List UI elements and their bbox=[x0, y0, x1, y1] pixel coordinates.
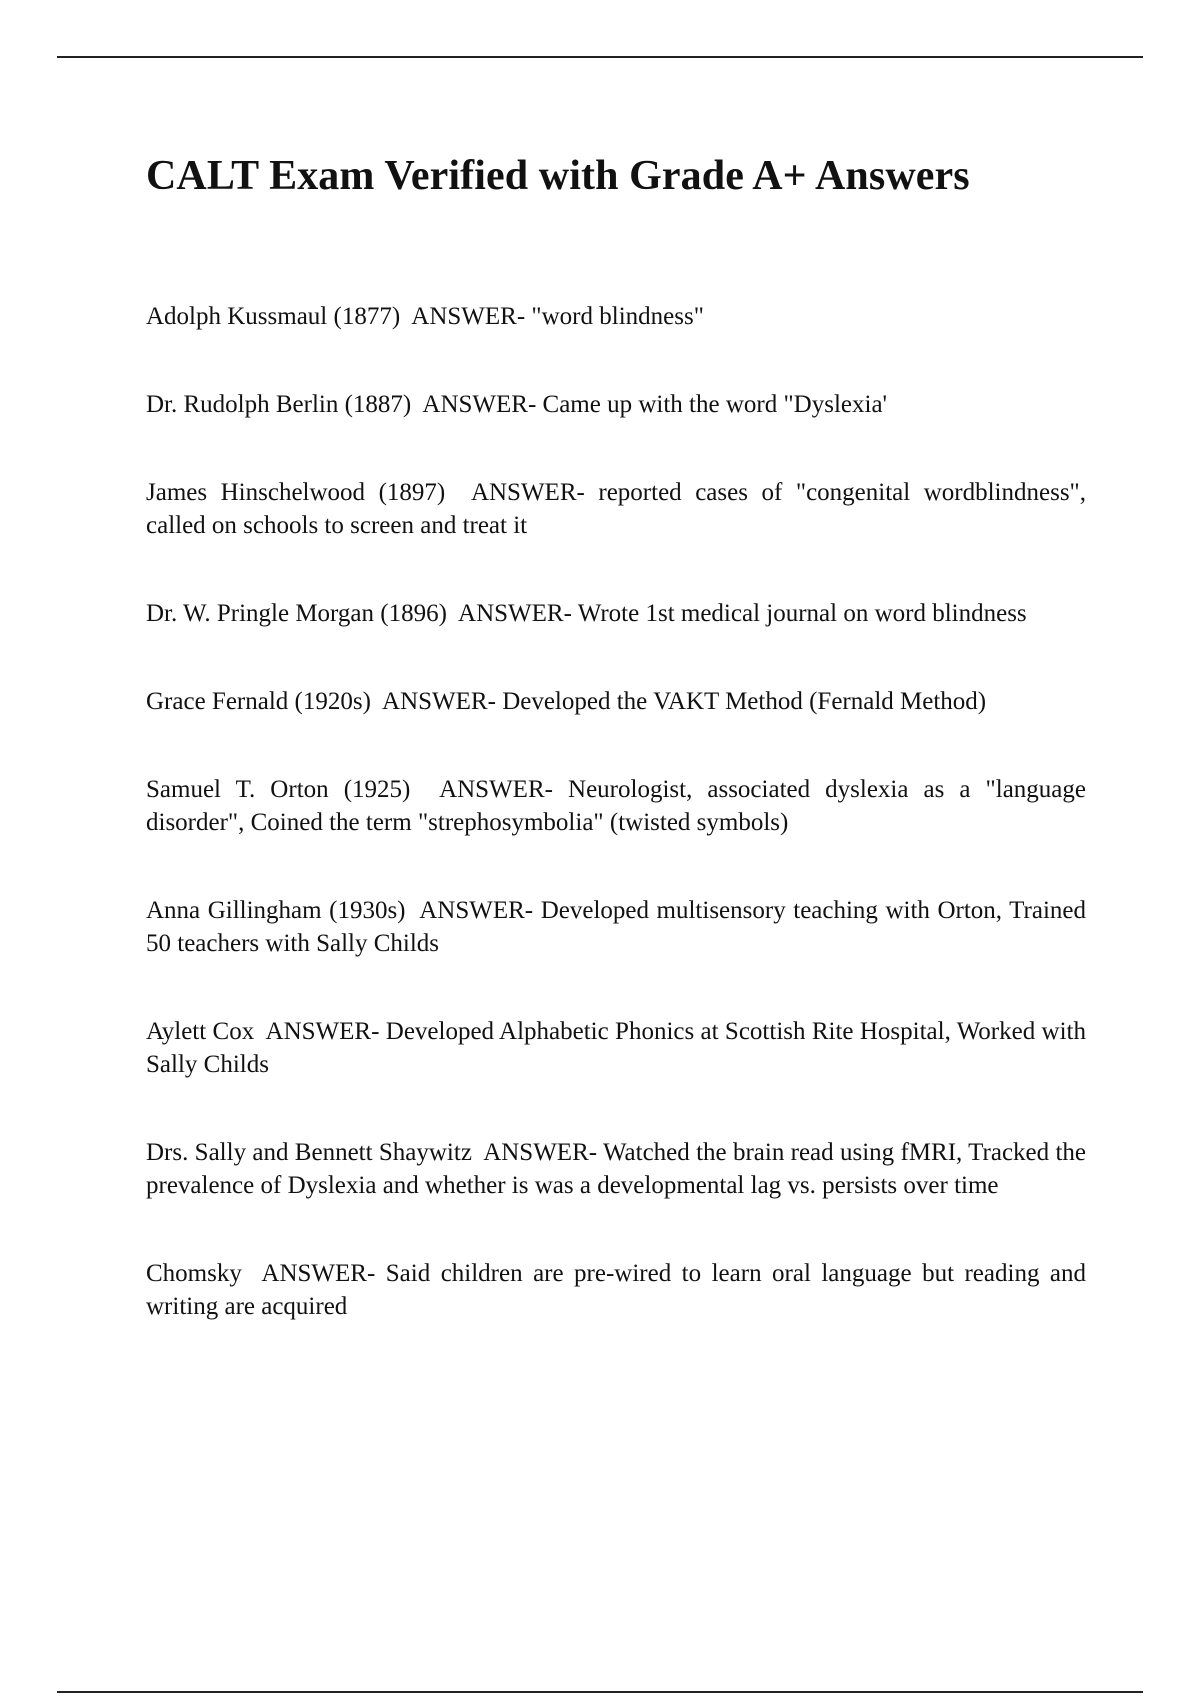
qa-question: Dr. W. Pringle Morgan (1896) bbox=[146, 599, 447, 627]
qa-answer: Developed Alphabetic Phonics at Scottish Rite Hospital, Worked with Sally Childs bbox=[146, 1017, 1087, 1078]
document-title: CALT Exam Verified with Grade A+ Answers bbox=[146, 153, 970, 199]
answer-label: ANSWER- bbox=[419, 896, 534, 924]
qa-item bbox=[146, 1257, 1086, 1323]
qa-question: Anna Gillingham (1930s) bbox=[146, 896, 406, 924]
qa-item bbox=[146, 300, 1086, 333]
answer-label: ANSWER- bbox=[261, 1259, 376, 1287]
answer-label: ANSWER- bbox=[470, 478, 585, 506]
document-body bbox=[146, 150, 1086, 1378]
qa-answer: Wrote 1st medical journal on word blindness bbox=[577, 599, 1027, 627]
qa-question: Adolph Kussmaul (1877) bbox=[146, 302, 401, 330]
qa-answer: Watched the brain read using fMRI, Tracked the prevalence of Dyslexia and whether is was a developmental lag vs. persists over time bbox=[146, 1138, 1086, 1199]
qa-question: Drs. Sally and Bennett Shaywitz bbox=[146, 1138, 472, 1166]
qa-question: Aylett Cox bbox=[146, 1017, 255, 1045]
answer-label: ANSWER- bbox=[458, 599, 572, 627]
answer-label: ANSWER- bbox=[439, 775, 553, 803]
qa-item bbox=[146, 476, 1086, 542]
qa-item bbox=[146, 597, 1086, 630]
top-rule bbox=[57, 56, 1143, 58]
qa-answer: Came up with the word "Dyslexia' bbox=[542, 390, 888, 418]
qa-item bbox=[146, 1136, 1086, 1202]
qa-list bbox=[146, 300, 1086, 1323]
qa-answer: Developed the VAKT Method (Fernald Method) bbox=[502, 687, 987, 715]
answer-label: ANSWER- bbox=[422, 390, 537, 418]
answer-label: ANSWER- bbox=[411, 302, 526, 330]
qa-answer: Developed multisensory teaching with Orton, Trained 50 teachers with Sally Childs bbox=[146, 896, 1087, 957]
qa-item bbox=[146, 1015, 1086, 1081]
answer-label: ANSWER- bbox=[483, 1138, 598, 1166]
answer-label: ANSWER- bbox=[265, 1017, 380, 1045]
qa-question: Dr. Rudolph Berlin (1887) bbox=[146, 390, 412, 418]
qa-item bbox=[146, 685, 1086, 718]
qa-answer: reported cases of "congenital wordblindness", called on schools to screen and treat it bbox=[146, 478, 1087, 539]
qa-question: Chomsky bbox=[146, 1259, 242, 1287]
qa-answer: Said children are pre-wired to learn oral language but reading and writing are acquired bbox=[146, 1259, 1087, 1320]
qa-question: Grace Fernald (1920s) bbox=[146, 687, 371, 715]
bottom-rule bbox=[57, 1691, 1143, 1693]
qa-question: Samuel T. Orton (1925) bbox=[146, 775, 411, 803]
qa-answer: "word blindness" bbox=[531, 302, 704, 330]
qa-item bbox=[146, 773, 1086, 839]
qa-item bbox=[146, 388, 1086, 421]
qa-question: James Hinschelwood (1897) bbox=[146, 478, 446, 506]
qa-item bbox=[146, 894, 1086, 960]
qa-answer: Neurologist, associated dyslexia as a "language disorder", Coined the term "strephosymbolia" (twisted symbols) bbox=[146, 775, 1087, 836]
answer-label: ANSWER- bbox=[382, 687, 496, 715]
